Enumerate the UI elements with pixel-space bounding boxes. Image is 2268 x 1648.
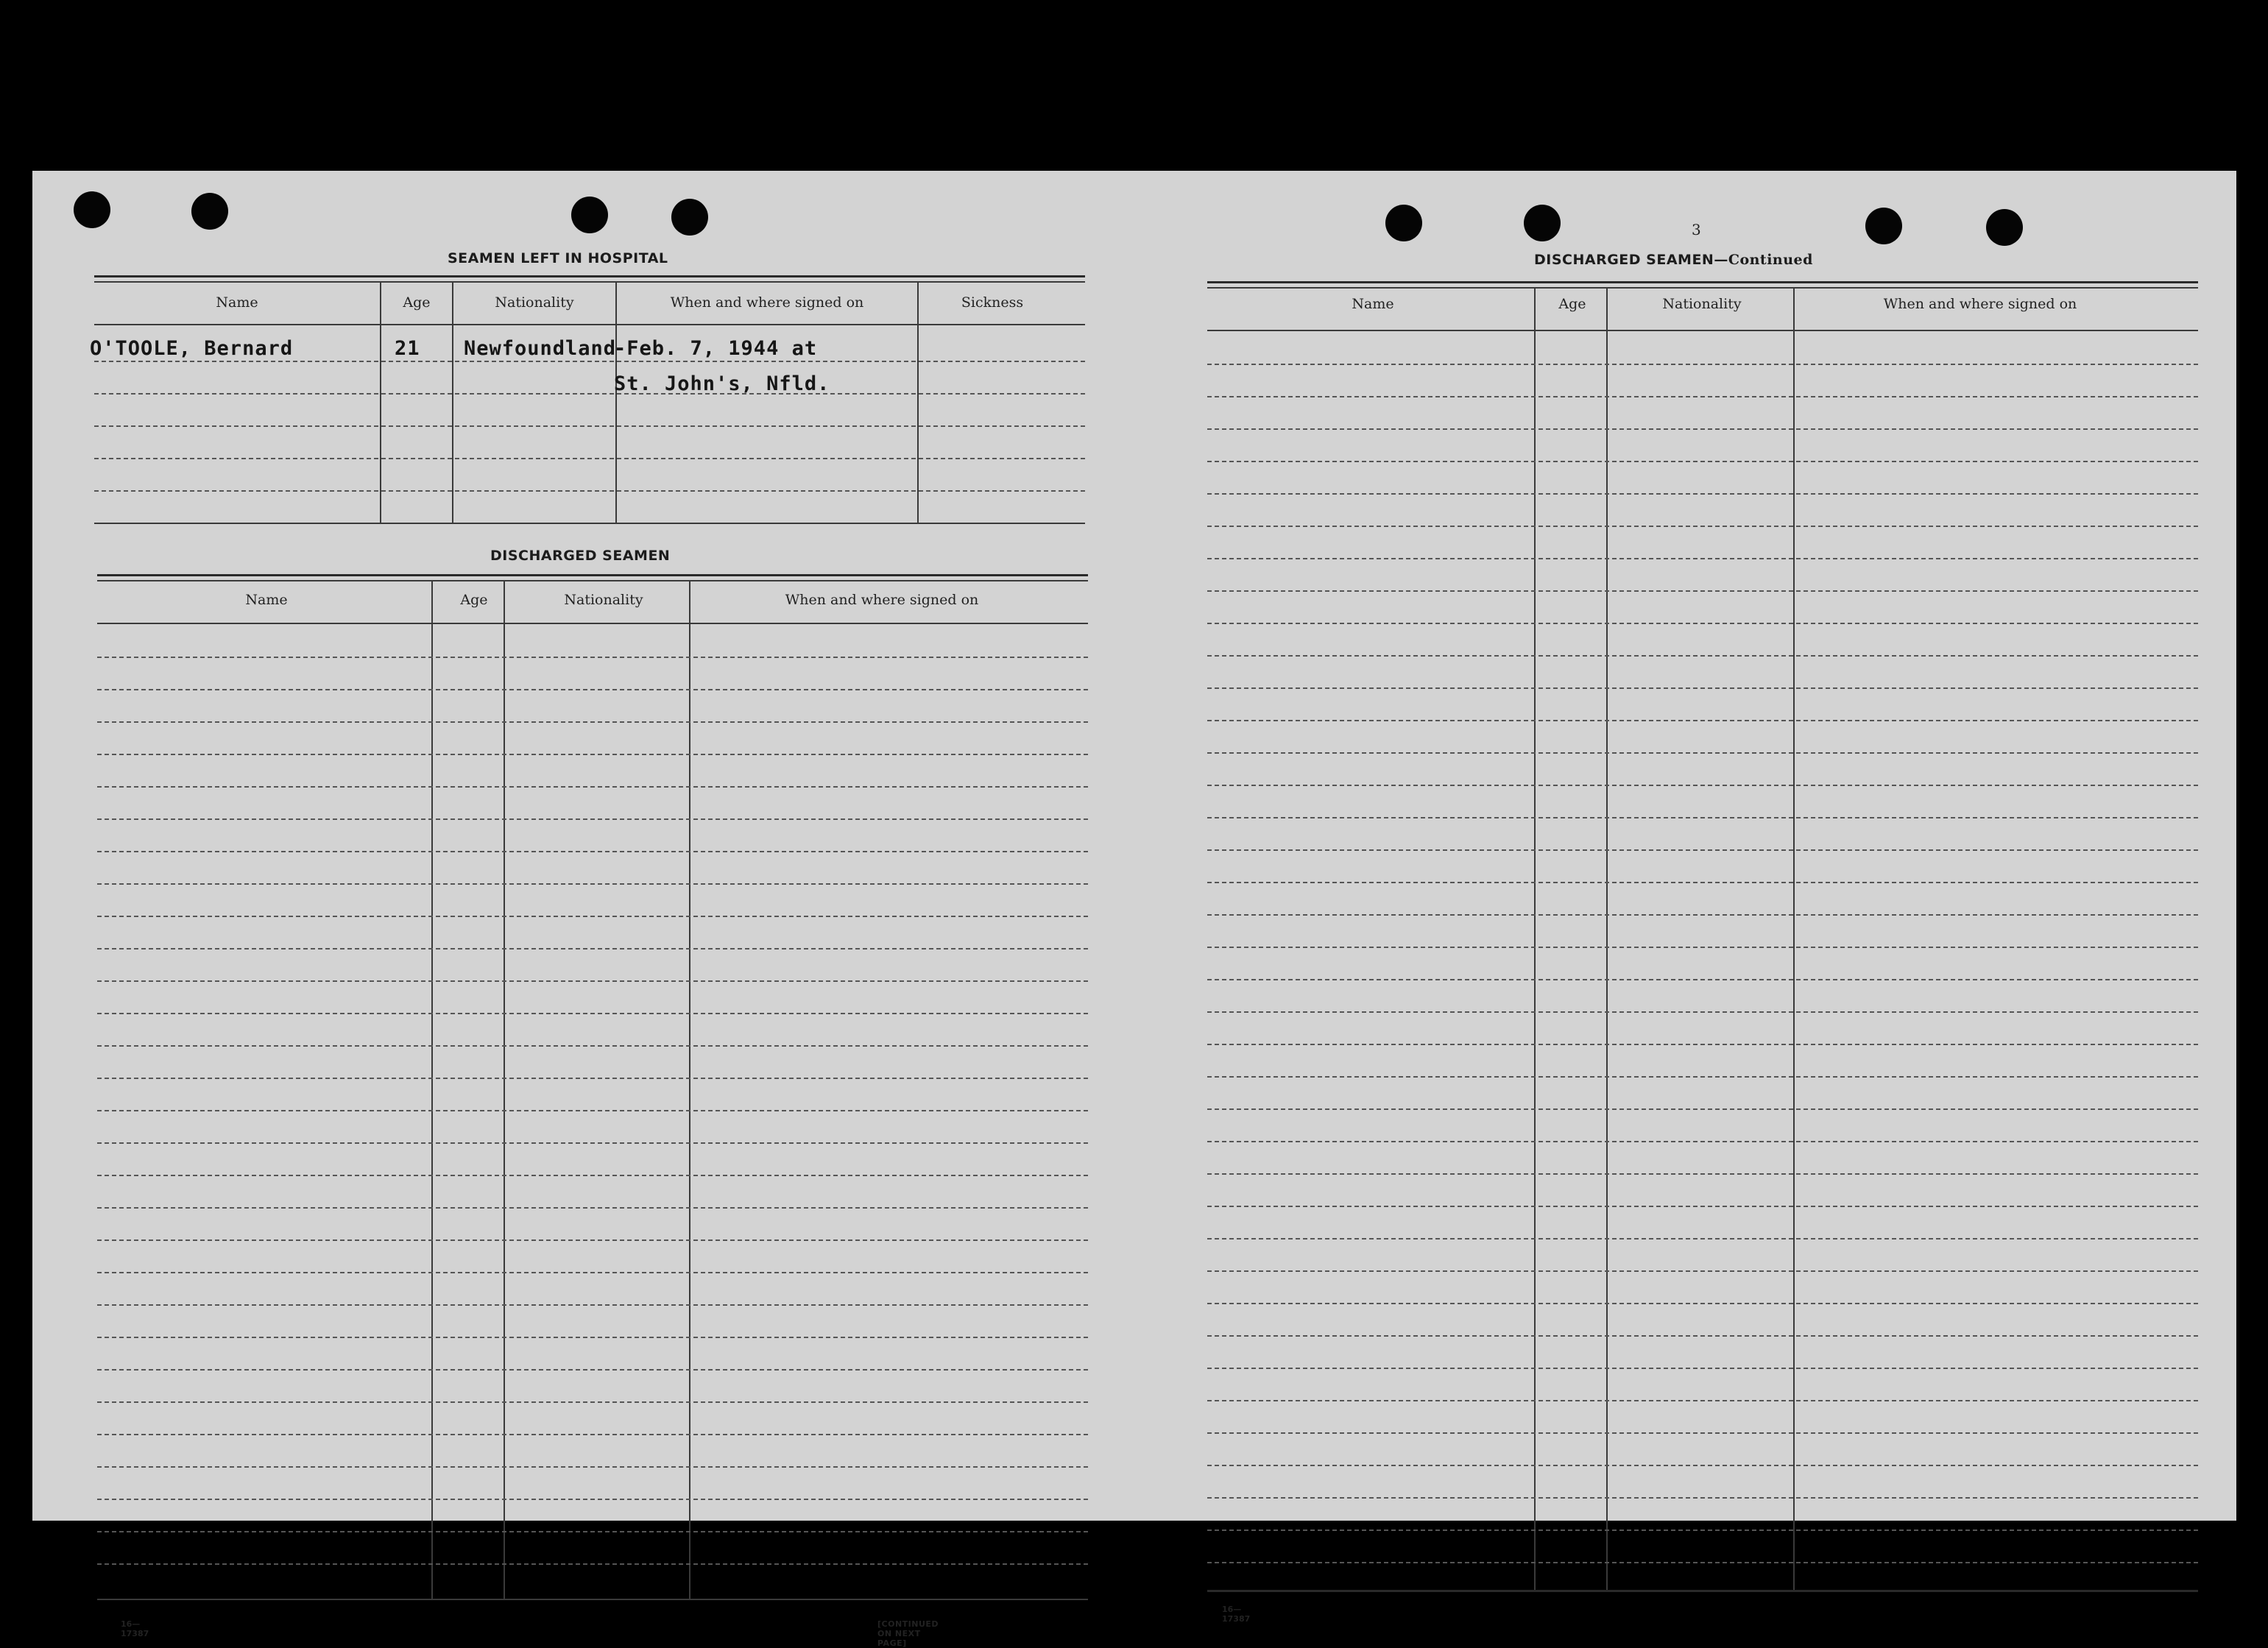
ruled-line [1207, 1465, 2198, 1466]
ruled-line [1207, 1400, 2198, 1401]
ruled-line [1207, 623, 2198, 624]
ruled-line [97, 948, 1088, 949]
hospital-top-rule [94, 275, 1085, 277]
right-col-name: Name [1352, 296, 1394, 312]
ruled-line [97, 754, 1088, 755]
hospital-col-name: Name [216, 294, 258, 311]
document-sheet [32, 171, 2236, 1648]
ruled-line [97, 1466, 1088, 1468]
ruled-line [1207, 979, 2198, 980]
ruled-line [97, 721, 1088, 723]
ruled-line [1207, 590, 2198, 592]
hospital-col-sickness: Sickness [961, 294, 1024, 311]
ruled-line [97, 657, 1088, 658]
ruled-line [97, 1045, 1088, 1047]
ruled-line [97, 851, 1088, 852]
ruled-line [1207, 1173, 2198, 1175]
ruled-line [1207, 752, 2198, 754]
hospital-entry-name: O'TOOLE, Bernard [90, 337, 294, 360]
ruled-line [1207, 1141, 2198, 1142]
ruled-line [1207, 526, 2198, 527]
page-number: 3 [1692, 221, 1701, 238]
ruled-line [1207, 461, 2198, 462]
ruled-line [97, 1239, 1088, 1241]
continued-note: [CONTINUED ON NEXT PAGE] [877, 1619, 939, 1648]
ruled-line [97, 1337, 1088, 1338]
discharged-col-nationality: Nationality [564, 592, 643, 608]
ruled-line [97, 1207, 1088, 1209]
discharged-col-name: Name [245, 592, 288, 608]
ruled-line [1207, 1270, 2198, 1272]
ruled-line [1207, 785, 2198, 786]
left-form-number: 16—17387 [121, 1619, 149, 1638]
hospital-col-signed-on: When and where signed on [670, 294, 864, 311]
ruled-line [97, 1434, 1088, 1435]
ruled-line [1207, 396, 2198, 397]
ruled-line [1207, 1529, 2198, 1531]
ruled-line [1207, 493, 2198, 495]
ruled-line [1207, 1562, 2198, 1563]
ruled-line [1207, 1076, 2198, 1078]
right-col-nationality: Nationality [1662, 296, 1742, 312]
ruled-line [1207, 882, 2198, 883]
ruled-line [1207, 1303, 2198, 1304]
ruled-line [97, 916, 1088, 917]
punch-hole [1865, 208, 1902, 244]
ruled-line [97, 1563, 1088, 1565]
ruled-line [97, 1078, 1088, 1079]
ruled-line [1207, 1011, 2198, 1013]
ruled-line [1207, 1368, 2198, 1369]
ruled-line [97, 818, 1088, 820]
hospital-entry-age: 21 [395, 337, 420, 360]
ruled-line [97, 1110, 1088, 1111]
ruled-line [97, 1401, 1088, 1403]
punch-hole [74, 191, 110, 228]
ruled-line [97, 1499, 1088, 1500]
ruled-line [97, 980, 1088, 982]
punch-hole [571, 197, 608, 233]
ruled-line [97, 883, 1088, 885]
discharged-section-title: DISCHARGED SEAMEN [490, 548, 671, 564]
ruled-line [1207, 1497, 2198, 1499]
ruled-line [1207, 1335, 2198, 1337]
hospital-col-nationality: Nationality [495, 294, 574, 311]
ruled-line [1207, 364, 2198, 365]
right-col-signed-on: When and where signed on [1883, 296, 2077, 312]
ruled-line [1207, 817, 2198, 818]
discharged-col-signed-on: When and where signed on [785, 592, 979, 608]
ruled-line [1207, 720, 2198, 721]
ruled-line [1207, 687, 2198, 689]
ruled-line [97, 1013, 1088, 1014]
ruled-line [1207, 849, 2198, 851]
ruled-line [97, 1175, 1088, 1176]
hospital-col-age: Age [403, 294, 431, 311]
ruled-line [1207, 947, 2198, 948]
ruled-line [1207, 558, 2198, 559]
hospital-entry-signed-on-1: -Feb. 7, 1944 at [614, 337, 818, 360]
ruled-line [1207, 1238, 2198, 1239]
ruled-line [97, 786, 1088, 788]
ruled-line [1207, 1432, 2198, 1434]
ruled-line [97, 1531, 1088, 1532]
ruled-line [97, 1142, 1088, 1144]
ruled-line [1207, 1044, 2198, 1045]
ruled-line [1207, 428, 2198, 430]
ruled-line [1207, 655, 2198, 657]
ruled-line [1207, 1108, 2198, 1110]
ruled-line [97, 689, 1088, 690]
ruled-line [1207, 1206, 2198, 1207]
punch-hole [1524, 205, 1561, 241]
punch-hole [191, 193, 228, 230]
punch-hole [1986, 209, 2023, 246]
discharged-col-age: Age [460, 592, 488, 608]
right-section-title: DISCHARGED SEAMEN—Continued [1534, 252, 1813, 268]
ruled-line [97, 1369, 1088, 1371]
ruled-line [97, 1304, 1088, 1306]
punch-hole [671, 199, 708, 236]
hospital-entry-nationality: Newfoundland [464, 337, 617, 360]
hospital-section-title: SEAMEN LEFT IN HOSPITAL [448, 250, 668, 266]
ruled-line [1207, 914, 2198, 916]
right-form-number: 16—17387 [1222, 1605, 1251, 1624]
ruled-line [97, 1272, 1088, 1273]
punch-hole [1385, 205, 1422, 241]
right-col-age: Age [1558, 296, 1586, 312]
hospital-entry-signed-on-2: St. John's, Nfld. [614, 372, 830, 395]
